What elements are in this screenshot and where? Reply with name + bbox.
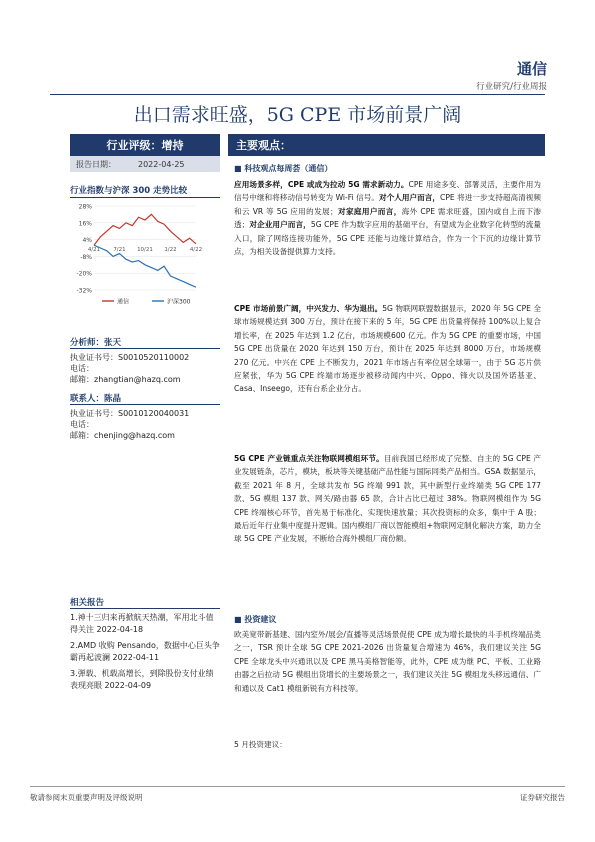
- analyst-1-info: [70, 352, 220, 385]
- y-tick-label: -8%: [80, 253, 92, 261]
- paragraph-investment-advice: 欧美宽带新基建、国内室外/展会/直播等灵活场景促使 CPE 成为增长最快的斗手机终端品类之一，TSR 预计全球 5G CPE 2021-2026 出货量复合增速为 46%，我们建议关注 5G CPE 全球龙头中兴通讯以及 CPE 黑马美格智能等，此外，CPE 成为继 PC、平板、工业路由器之后拉动 5G 模组出货增长的主要场景之一，我们建议关注 5G 模组龙头移远通信、广和通以及 Cat1 模组新锐有方科技等。: [234, 630, 541, 693]
- related-reports-heading: 相关报告: [70, 598, 105, 608]
- legend-label: 通信: [117, 298, 130, 306]
- related-reports-list: [70, 612, 220, 692]
- report-title: 出口需求旺盛，5G CPE 市场前景广阔: [133, 104, 462, 126]
- y-tick-label: 16%: [78, 220, 92, 228]
- paragraph-market-outlook: [234, 302, 541, 396]
- related-report-item[interactable]: 3.弹载、机载高增长，到除股份支付业绩表现亮眼 2022-04-09: [70, 669, 214, 690]
- analyst-2-cert: 执业证书号：S0010120040031: [70, 409, 190, 418]
- report-category: 通信: [516, 60, 547, 78]
- analyst-1-cert: 执业证书号：S0010520110002: [70, 353, 190, 362]
- x-tick-label: 1/22: [164, 247, 177, 254]
- chart-heading: 行业指数与沪深 300 走势比较: [70, 186, 188, 196]
- related-reports-rule: [70, 608, 220, 609]
- industry-rating: 行业评级：增持: [70, 134, 220, 156]
- related-report-item[interactable]: 1.神十三归来再掀航天热潮，军用北斗值得关注 2022-04-18: [70, 613, 214, 634]
- body-text: 5G CPE 作为数字应用的基础平台，有望成为企业数字化转型的流量入口，除了网络连接功能外，5G CPE 还能与边缘计算结合，作为一个下沉的边缘计算节点，为相关设备提供算力支持。: [234, 220, 541, 257]
- x-tick-label: 4/22: [189, 247, 203, 254]
- related-report-item[interactable]: 2.AMD 收购 Pensando，数据中心巨头争霸再起波澜 2022-04-11: [70, 641, 220, 662]
- paragraph-application-scenarios: [234, 178, 541, 258]
- emphasis-text: 5G CPE 产业链重点关注物联网模组环节。: [234, 454, 384, 463]
- y-tick-label: 28%: [78, 203, 92, 211]
- emphasis-text: CPE 市场前景广阔，中兴发力、华为退出。: [234, 304, 383, 313]
- contact-heading: 联系人：陈晶: [70, 394, 122, 404]
- y-tick-label: -20%: [76, 270, 92, 278]
- weekly-view-heading: ■ 科技观点每周荟（通信）: [234, 164, 333, 173]
- paragraph-industry-chain: [234, 452, 541, 546]
- body-text: CPE 用途多变、部署灵活，主要作用为信号中继和将移动信号转变为 Wi-Fi 信号。: [234, 180, 542, 203]
- header-divider: [50, 94, 545, 95]
- body-text: 5G 物联网联盟数据显示，2020 年 5G CPE 全球市场规模达到 300 万台，预计在接下来的 5 年，5G CPE 出货量将保持 100%以上复合增长率，在 2025 年达到 1.2 亿台，市场规模600 亿元。作为 5G CPE 的重要市场，中国 5G CPE 出货量在 2020 年达到 150 万台，预计在 2025 年达到 8000 万台，市场规模270 亿元。中兴在 CPE 上不断发力，2021 年市场占有率位居全球第一，由于 5G 芯片供应紧张，华为 5G CPE 终端市场逐步被移动闻内中兴、Oppo、锋火以及国外诺基亚、Casa、Inseego，还有台系企业分占。: [234, 304, 541, 394]
- body-text: 目前我国已经形成了完整、自主的 5G CPE 产业发展链条，芯片，模块，板块等关键基础产品性能与国际同类产品相当。GSA 数据显示，截至 2021 年 8 月，全球共发布 5G 终端 991 款，其中新型行业终端类 5G CPE 177 款、5G 模组 137 款、网关/路由器 65 款，合计占比已超过 38%。物联网模组作为 5G CPE 终端核心环节，首先易于标准化、实现快速放量；其次投资标的众多，集中于 A 股；最后近年行业集中度提升逻辑。国内模组厂商以智能模组+物联网定制化解决方案，助力全球 5G CPE 产业发展，不断给合海外模组厂商份额。: [234, 454, 542, 544]
- report-date-label: 报告日期：: [76, 159, 116, 169]
- emphasis-text: 对企业用户而言，: [249, 220, 311, 230]
- series-line: [94, 214, 196, 245]
- chart-heading-rule: [70, 197, 220, 198]
- legend-label: 沪深300: [167, 298, 191, 306]
- report-type: 行业研究/行业周报: [476, 82, 547, 92]
- contact-heading-rule: [70, 404, 220, 405]
- analyst-2-phone: 电话：: [70, 420, 94, 429]
- footer-divider: [30, 786, 565, 787]
- analyst-1-email[interactable]: 邮箱：zhangtian@hazq.com: [70, 375, 181, 384]
- emphasis-text: 应用场景多样，CPE 或成为拉动 5G 需求新动力。: [234, 180, 409, 189]
- y-tick-label: -32%: [76, 287, 92, 295]
- investment-advice-heading: ■ 投资建议: [234, 615, 277, 624]
- body-text: CPE 将进一步支持超高清视频和云 VR 等 5G 应用的发展；: [234, 193, 542, 216]
- y-tick-label: 4%: [82, 237, 92, 245]
- index-trend-chart: [72, 200, 220, 308]
- paragraph-may-advice: 5 月投资建议：: [234, 740, 287, 749]
- x-tick-label: 7/21: [113, 247, 126, 254]
- footer-report-type: 证券研究报告: [520, 793, 565, 802]
- analyst-heading: 分析师：张天: [70, 338, 122, 348]
- analyst-heading-rule: [70, 348, 220, 349]
- report-date-value: 2022-04-25: [138, 159, 185, 169]
- x-tick-label: 10/21: [137, 247, 153, 254]
- report-date-row: [70, 156, 220, 172]
- emphasis-text: 对家庭用户而言，: [337, 206, 402, 216]
- emphasis-text: 对个人用户而言，: [379, 193, 441, 203]
- x-tick-label: 4/21: [87, 247, 101, 254]
- analyst-2-info: [70, 408, 220, 441]
- main-points-heading: 主要观点：: [228, 134, 545, 156]
- footer-disclaimer: 敬请参阅末页重要声明及评级说明: [30, 793, 143, 802]
- body-text: 海外 CPE 需求旺盛，国内或自上而下渗透；: [234, 206, 541, 230]
- analyst-1-phone: 电话：: [70, 364, 94, 373]
- analyst-2-email[interactable]: 邮箱：chenjing@hazq.com: [70, 431, 175, 440]
